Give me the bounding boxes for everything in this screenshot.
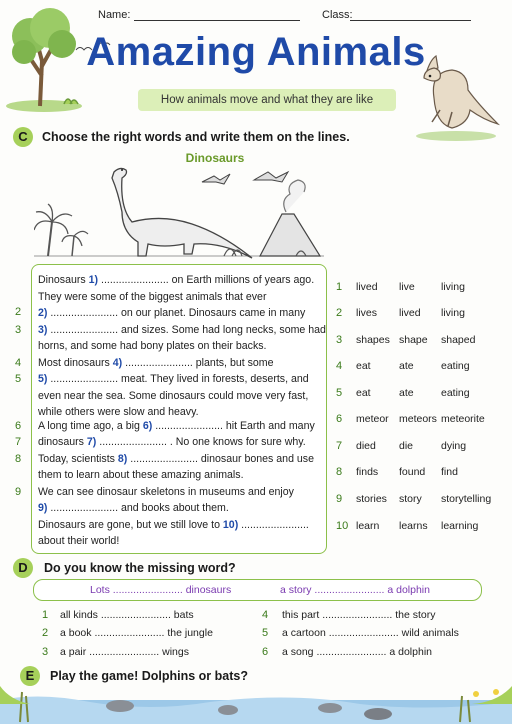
story-text: them to learn about these amazing animals. [38,469,244,481]
fill-in-question[interactable]: a cartoon ........................ wild animals [282,627,459,639]
word-option[interactable]: eat [356,387,371,399]
answer-blank[interactable]: ....................... meat. They lived in forests, deserts, and [47,373,309,385]
word-option[interactable]: story [399,493,422,505]
question-number: 6 [262,646,269,658]
line-number: 3 [15,324,22,336]
fill-in-question[interactable]: a pair ........................ wings [60,646,189,658]
word-option[interactable]: stories [356,493,387,505]
word-option[interactable]: meteors [399,413,437,425]
word-option[interactable]: shaped [441,334,476,346]
option-number: 5 [336,387,343,399]
story-text-line [38,502,229,514]
dinosaurs-picture-title: Dinosaurs [185,151,245,165]
blank-number: 5) [38,373,48,385]
word-option[interactable]: lives [356,307,378,319]
story-text: even near the sea. Some dinosaurs could move very fast, [38,390,309,402]
story-text: Today, scientists [38,453,118,465]
page-subtitle: How animals move and what they are like [138,89,396,111]
word-option[interactable]: finds [356,466,379,478]
option-number: 1 [336,281,343,293]
section-c-badge: C [13,127,33,147]
line-number: 8 [15,453,22,465]
story-text: about their world! [38,535,120,547]
story-text-line [38,420,315,432]
blank-number: 4) [112,357,123,369]
blank-number: 8) [117,453,128,465]
option-number: 7 [336,440,343,452]
name-write-line[interactable] [134,20,300,21]
section-d-badge: D [13,558,33,578]
story-text-line [38,519,309,531]
line-number: 5 [15,373,22,385]
line-number: 6 [15,420,22,432]
option-number: 10 [336,520,349,532]
story-text: We can see dinosaur skeletons in museums and enjoy [38,486,294,498]
question-number: 5 [262,627,269,639]
story-text-line [38,486,294,498]
story-text: while others were slow and heavy. [38,406,199,418]
story-text-line [38,453,314,465]
word-option[interactable]: storytelling [441,493,492,505]
option-number: 8 [336,466,343,478]
option-number: 6 [336,413,343,425]
class-write-line[interactable] [350,20,471,21]
answer-blank[interactable]: ....................... dinosaur bones and use [127,453,314,465]
blank-number: 10) [222,519,239,531]
story-text: dinosaurs [38,436,87,448]
word-option[interactable]: eat [356,360,371,372]
word-option[interactable]: ate [399,360,414,372]
line-number: 7 [15,436,22,448]
word-bank-item: a story ........................ a dolphin [280,584,430,596]
option-number: 4 [336,360,343,372]
word-option[interactable]: die [399,440,414,452]
word-option[interactable]: learning [441,520,479,532]
story-text-line [38,373,309,385]
answer-blank[interactable]: ....................... hit Earth and many [152,420,315,432]
line-number: 4 [15,357,22,369]
story-text-line [38,406,199,418]
story-text-line [38,357,274,369]
story-text-line [38,274,314,286]
page-title: Amazing Animals [86,30,426,74]
story-text-line [38,324,326,336]
story-text-line [38,291,266,303]
section-c-instruction: Choose the right words and write them on the lines. [42,130,350,144]
kangaroo-illustration [404,50,504,142]
class-label: Class: [322,9,353,21]
question-number: 1 [42,609,49,621]
word-option[interactable]: meteorite [441,413,485,425]
story-text-line [38,436,306,448]
blank-number: 1) [88,274,99,286]
word-bank-item: Lots ........................ dinosaurs [90,584,232,596]
option-number: 9 [336,493,343,505]
story-text: horns, and some had bony plates on their backs. [38,340,267,352]
section-e-badge: E [20,666,40,686]
answer-blank[interactable]: ....................... plants, but some [122,357,274,369]
word-option[interactable]: shapes [356,334,390,346]
question-number: 4 [262,609,269,621]
section-e-instruction: Play the game! Dolphins or bats? [50,669,248,683]
word-option[interactable]: dying [441,440,467,452]
answer-blank[interactable]: ....................... . No one knows for sure why. [96,436,306,448]
line-number: 2 [15,306,22,318]
story-text: Dinosaurs [38,274,89,286]
fill-in-question[interactable]: all kinds ........................ bats [60,609,194,621]
answer-blank[interactable]: ....................... [238,519,309,531]
word-option[interactable]: find [441,466,458,478]
fill-in-question[interactable]: a book ........................ the jungle [60,627,213,639]
question-number: 3 [42,646,49,658]
story-text: Most dinosaurs [38,357,113,369]
word-option[interactable]: live [399,281,415,293]
story-text-line [38,340,267,352]
word-option[interactable]: shape [399,334,428,346]
blank-number: 7) [86,436,97,448]
dinosaur-illustration [34,164,324,264]
option-number: 3 [336,334,343,346]
story-text-line [38,307,305,319]
word-option[interactable]: learns [399,520,428,532]
word-option[interactable]: eating [441,387,470,399]
fill-in-question[interactable]: a song ........................ a dolphin [282,646,432,658]
word-option[interactable]: found [399,466,426,478]
word-option[interactable]: learn [356,520,380,532]
name-label: Name: [98,9,131,21]
question-number: 2 [42,627,49,639]
word-option[interactable]: meteor [356,413,389,425]
river-illustration [0,686,512,724]
answer-blank[interactable]: ....................... on Earth millions of years ago. [98,274,315,286]
word-option[interactable]: eating [441,360,470,372]
story-text-line [38,469,244,481]
story-text: A long time ago, a big [38,420,143,432]
story-text: Dinosaurs are gone, but we still love to [38,519,223,531]
fill-in-question[interactable]: this part ........................ the story [282,609,436,621]
option-number: 2 [336,307,343,319]
answer-blank[interactable]: ....................... and books about them. [47,502,229,514]
story-text: They were some of the biggest animals that ever [38,291,267,303]
blank-number: 3) [38,324,48,336]
word-option[interactable]: living [441,281,465,293]
word-option[interactable]: ate [399,387,414,399]
blank-number: 2) [38,307,48,319]
answer-blank[interactable]: ....................... and sizes. Some had long necks, some had [47,324,326,336]
answer-blank[interactable]: ....................... on our planet. Dinosaurs came in many [47,307,306,319]
line-number: 9 [15,486,22,498]
word-option[interactable]: lived [399,307,421,319]
story-text-line [38,535,119,547]
blank-number: 6) [142,420,153,432]
section-d-instruction: Do you know the missing word? [44,561,236,575]
word-option[interactable]: living [441,307,465,319]
blank-number: 9) [38,502,48,514]
word-option[interactable]: died [356,440,376,452]
story-text-line [38,390,308,402]
word-option[interactable]: lived [356,281,378,293]
